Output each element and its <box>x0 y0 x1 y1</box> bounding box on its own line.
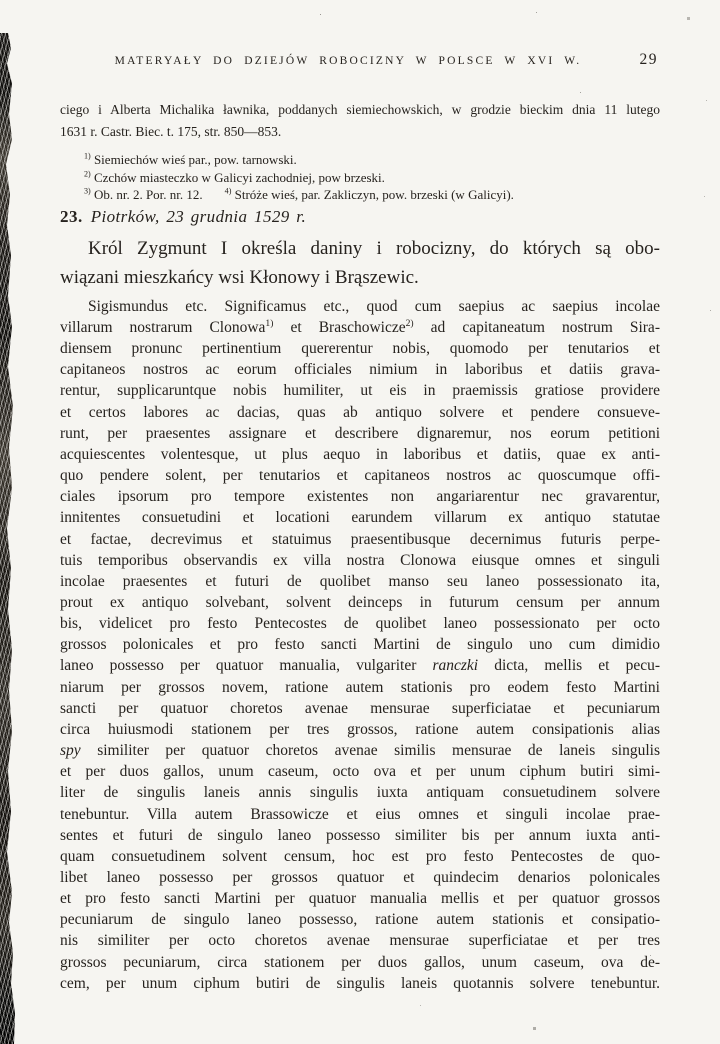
body-text-line: sancti per quatuor choretos avenae mensurae superficiatae et pecuniarum <box>60 699 660 717</box>
footnote-item: $^{2)}$ Czchów miasteczko w Galicyi zachodniej, pow brzeski. <box>84 169 385 185</box>
body-text-line: tenebuntur. Villa autem Brassowicze et eius omnes et singuli incolae prae- <box>60 805 660 823</box>
section-dateline: Piotrków, 23 grudnia 1529 r. <box>90 206 307 226</box>
italic-term: ranczki <box>432 657 479 675</box>
body-text-line: innitentes consuetudini et locationi earundem villarum ex antiquo statutae <box>60 509 660 527</box>
footnote-reference: 2) <box>405 317 414 329</box>
body-text-line: laneo possesso per quatuor manualia, vulgariter ranczki dicta, mellis et pecu- <box>60 657 660 675</box>
body-text-line: liter de singulis laneis annis singulis iuxta antiquam consuetudinem solvere <box>60 784 660 802</box>
body-text-line: pecuniarum de singulo laneo possesso, ratione autem stationis et consipatio- <box>60 911 660 929</box>
page-content <box>60 0 660 994</box>
body-text-line: spy similiter per quatuor choretos avenae similis mensurae de laneis singulis <box>60 742 660 760</box>
summary-line: Król Zygmunt I określa daniny i robocizny, do których są obo- <box>88 237 660 259</box>
body-text-line: prout ex antiquo solvebant, solvent deinceps in futurum censum per annum <box>60 593 660 611</box>
body-text-line: circa huiusmodi stationem per tres grossos, ratione autem consipationis alias <box>60 720 660 738</box>
summary-line: wiązani mieszkańcy wsi Kłonowy i Brąszewic. <box>60 267 419 289</box>
body-text-line: grossos polonicales et pro festo sancti Martini de singulo uno cum dimidio <box>60 636 660 654</box>
body-text-line: acquiescentes volentesque, ut plus aequo in laboribus et datiis, quae ex anti- <box>60 445 660 463</box>
body-text-line: nis similiter per octo choretos avenae mensurae superficiatae et per tres <box>60 932 660 950</box>
body-text-line: runt, per praesentes assignare et describere dignaremur, nos eorum petitioni <box>60 424 660 442</box>
body-text-line: sentes et futuri de singulo laneo possesso similiter bis per annum iuxta anti- <box>60 826 660 844</box>
scan-noise <box>0 0 1 1</box>
scan-gutter-shadow <box>0 33 18 1044</box>
body-text-line: capitaneos nostros ac eorum officiales nimium in laboribus et datiis grava- <box>60 361 660 379</box>
body-text-line: et certos labores ac dacias, quas ab antiquo solvere et pendere consueve- <box>60 403 660 421</box>
footnote-section <box>84 151 660 204</box>
body-text-line: quo pendere solent, per tenutarios et capitaneos nostros ac quoscumque offi- <box>60 467 660 485</box>
footnote-reference: 1) <box>265 317 274 329</box>
footnote-marker: 1) <box>84 151 91 161</box>
footnote-row <box>84 169 660 187</box>
body-text-line: quam consuetudinem solvent censum, hoc est pro festo Pentecostes de quo- <box>60 847 660 865</box>
continuation-line: ciego i Alberta Michalika ławnika, poddanych siemiechowskich, w grodzie bieckim dnia 11 lutego <box>60 102 660 117</box>
body-text-line: incolae praesentes et futuri de quolibet manso seu laneo possessionato ita, <box>60 572 660 590</box>
body-text-line: tuis temporibus observandis ex villa nostra Clonowa eiusque omnes et singuli <box>60 551 660 569</box>
body-text-line: Sigismundus etc. Significamus etc., quod cum saepius ac saepius incolae <box>88 297 660 315</box>
page-number: 29 <box>639 51 658 68</box>
section-number: 23. <box>60 206 83 226</box>
footnote-item: $^{4)}$ Stróże wieś, par. Zakliczyn, pow. brzeski (w Galicyi). <box>224 186 514 203</box>
body-text-line: diensem pronunc pertinentium quererentur nobis, quomodo per tenutarios et <box>60 340 660 358</box>
footnote-marker: 3) <box>84 186 91 196</box>
footnote-marker: 2) <box>84 169 91 179</box>
body-text-line: libet laneo possesso per grossos quatuor et quindecim denarios polonicales <box>60 869 660 886</box>
continuation-line: 1631 r. Castr. Biec. t. 175, str. 850—853. <box>60 124 282 139</box>
footnote-row <box>84 151 660 169</box>
header-title: MATERYAŁY DO DZIEJÓW ROBOCIZNY W POLSCE W XVI W. <box>114 55 582 67</box>
latin-body <box>60 296 660 994</box>
footnote-item: $^{3)}$ Ob. nr. 2. Por. nr. 12. <box>84 186 203 203</box>
summary-paragraph <box>60 234 660 293</box>
footnote-marker: 4) <box>224 186 232 196</box>
body-text-line: villarum nostrarum Clonowa$^{1)}$ et Braschowicze$^{2)}$ ad capitaneatum nostrum Sira- <box>60 317 660 336</box>
body-text-line: et per duos gallos, unum caseum, octo ova et per unum ciphum butiri simi- <box>60 763 660 781</box>
body-text-line: cem, per unum ciphum butiri de singulis laneis quotannis solvere tenebuntur. <box>60 974 660 992</box>
section-heading <box>60 206 660 228</box>
continuation-paragraph <box>60 99 660 143</box>
running-header <box>60 51 660 70</box>
body-text-line: ciales ipsorum pro tempore existentes non angariarentur nec gravarentur, <box>60 488 660 506</box>
body-text-line: et factae, decrevimus et statuimus praesentibusque decernimus futuris perpe- <box>60 530 660 548</box>
body-text-line: et pro festo sancti Martini per quatuor manualia mellis et per quatuor grossos <box>60 890 660 908</box>
body-text-line: rentur, supplicaruntque nobis humiliter, ut eis in praemissis gratiose providere <box>60 382 660 400</box>
body-text-line: bis, videlicet pro festo Pentecostes de quolibet laneo possessionato per octo <box>60 615 660 633</box>
italic-term: spy <box>60 742 81 760</box>
body-text-line: grossos pecuniarum, circa stationem per duos gallos, unum caseum, ova de- <box>60 953 660 971</box>
footnote-item: $^{1)}$ Siemiechów wieś par., pow. tarnowski. <box>84 151 297 167</box>
footnote-row <box>84 186 660 204</box>
body-text-line: niarum per grossos novem, ratione autem stationis pro eodem festo Martini <box>60 678 660 696</box>
